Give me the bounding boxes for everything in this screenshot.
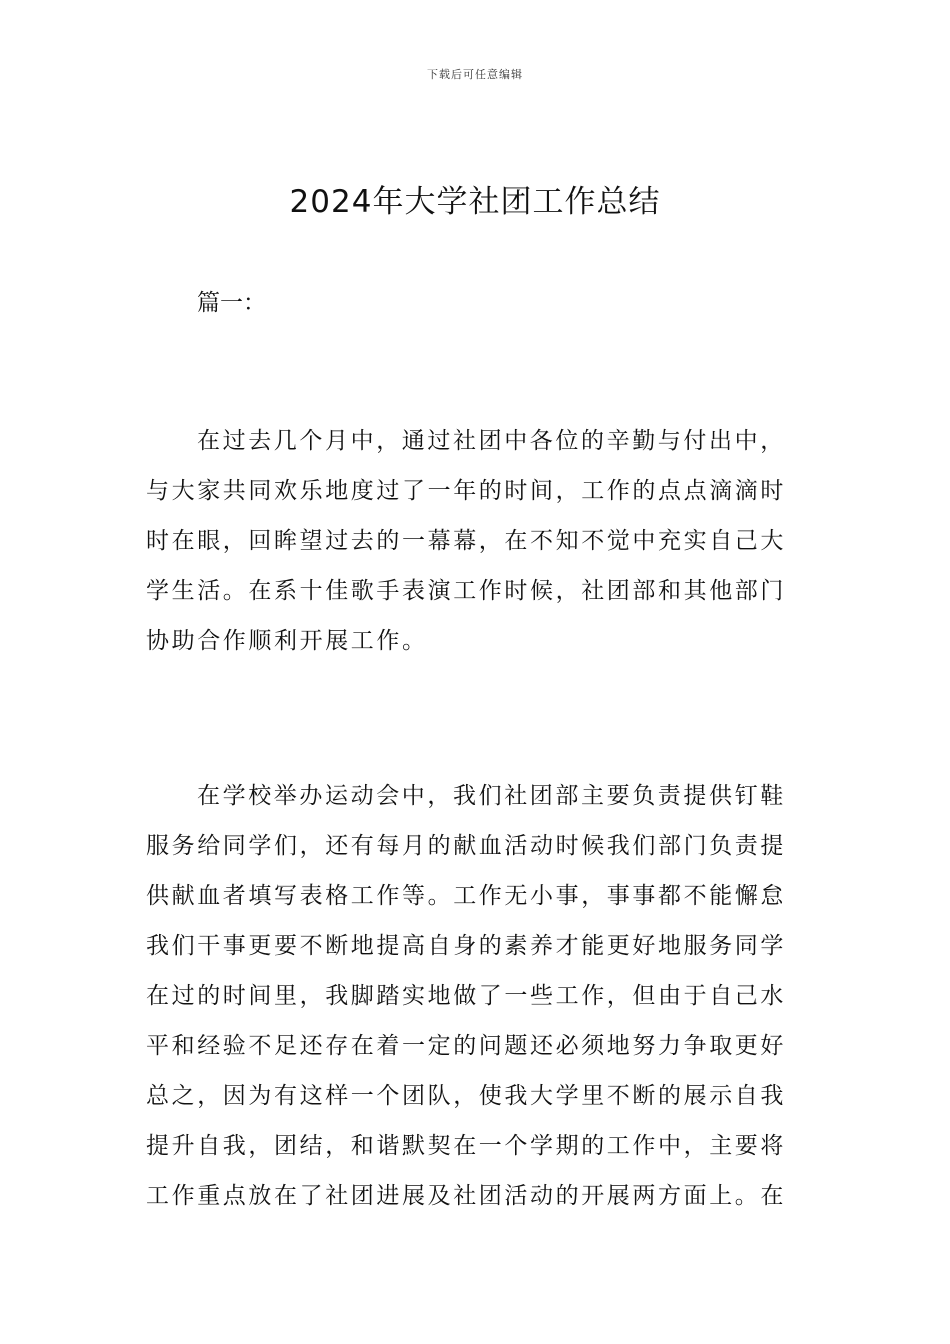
paragraph-line: 提升自我，团结，和谐默契在一个学期的工作中，主要将 [146, 1133, 786, 1159]
paragraph-line: 在过去几个月中，通过社团中各位的辛勤与付出中， [197, 428, 786, 454]
paragraph-line: 我们干事更要不断地提高自身的素养才能更好地服务同学 [146, 933, 786, 959]
paragraph-line: 协助合作顺利开展工作。 [146, 628, 428, 654]
header-note: 下载后可任意编辑 [427, 68, 523, 81]
paragraph-line: 与大家共同欢乐地度过了一年的时间，工作的点点滴滴时 [146, 478, 786, 504]
paragraph [146, 771, 806, 1221]
paragraph-line: 总之，因为有这样一个团队，使我大学里不断的展示自我 [146, 1083, 786, 1109]
paragraph-line: 平和经验不足还存在着一定的问题还必须地努力争取更好 [146, 1033, 786, 1059]
paragraph-line: 在学校举办运动会中，我们社团部主要负责提供钉鞋 [197, 783, 786, 809]
paragraph-line: 工作重点放在了社团进展及社团活动的开展两方面上。在 [146, 1183, 786, 1209]
paragraph-line: 在过的时间里，我脚踏实地做了一些工作，但由于自己水 [146, 983, 786, 1009]
paragraph-line: 服务给同学们，还有每月的献血活动时候我们部门负责提 [146, 833, 786, 859]
document-title: 2024年大学社团工作总结 [289, 184, 661, 220]
paragraph [146, 416, 806, 666]
paragraph-line: 供献血者填写表格工作等。工作无小事，事事都不能懈怠 [146, 883, 786, 909]
paragraph-line: 学生活。在系十佳歌手表演工作时候，社团部和其他部门 [146, 578, 786, 604]
section-label: 篇一： [197, 290, 266, 316]
paragraph-line: 时在眼，回眸望过去的一幕幕，在不知不觉中充实自己大 [146, 528, 786, 554]
